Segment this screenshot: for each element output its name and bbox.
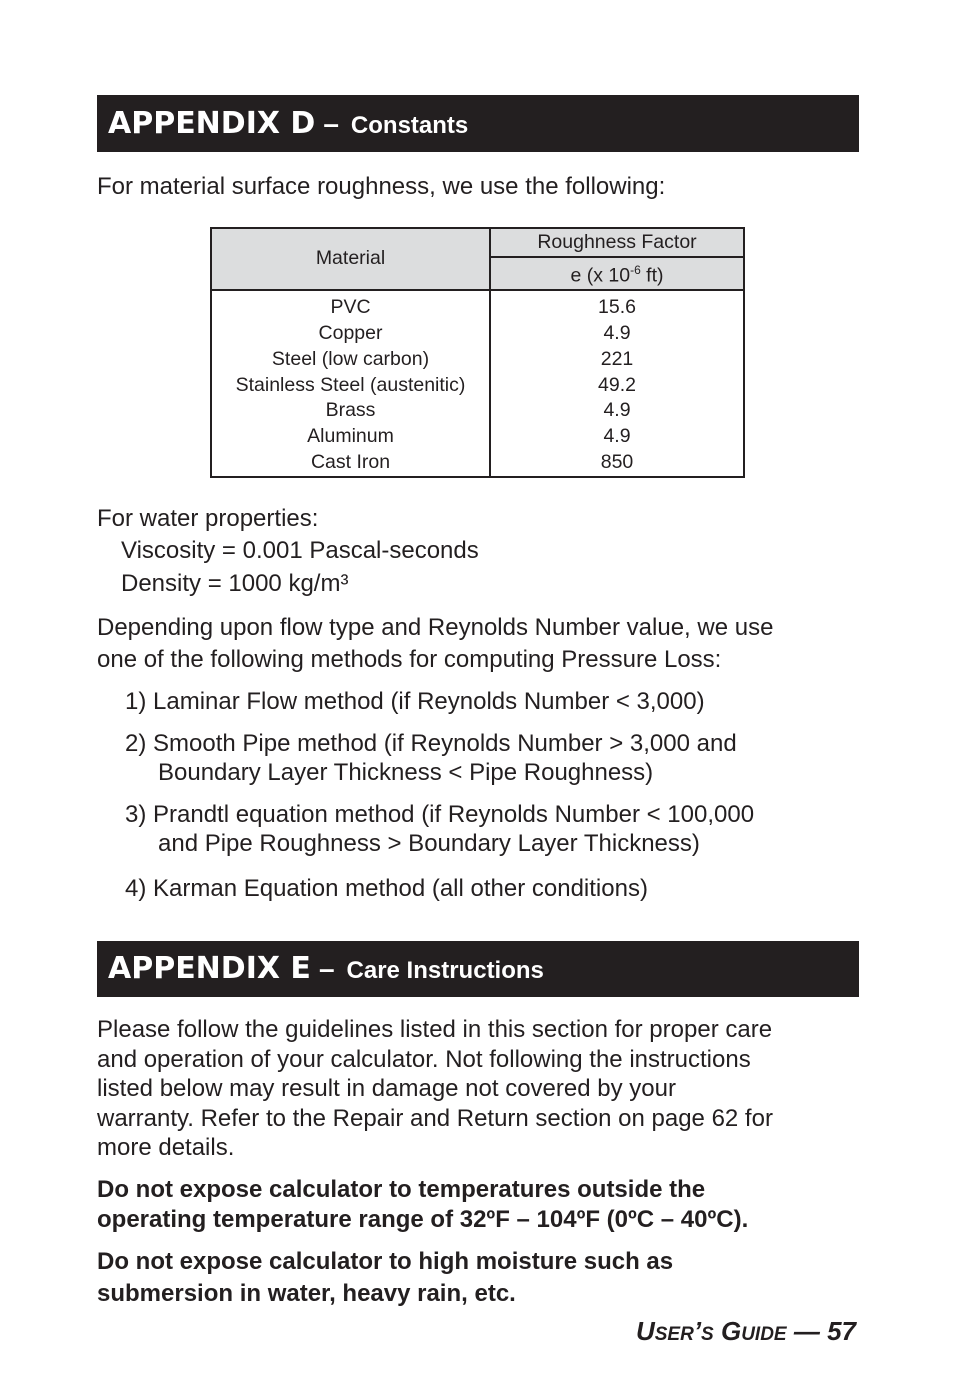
methods-intro-line1: Depending upon flow type and Reynolds Number value, we use bbox=[97, 614, 774, 641]
warning-moisture bbox=[97, 1246, 867, 1310]
method-item-2-line1: 2) Smooth Pipe method (if Reynolds Number > 3,000 and bbox=[125, 730, 737, 757]
warning-temperature bbox=[97, 1175, 867, 1234]
page-number: — 57 bbox=[793, 1316, 856, 1346]
care-line-3: listed below may result in damage not covered by your bbox=[97, 1075, 676, 1102]
material-cell: Steel (low carbon) bbox=[211, 347, 490, 373]
care-line-5: more details. bbox=[97, 1134, 235, 1161]
appendix-d-title: APPENDIX D bbox=[108, 106, 316, 141]
table-row bbox=[211, 373, 744, 399]
appendix-d-dash: – bbox=[323, 108, 339, 139]
value-cell: 49.2 bbox=[490, 373, 744, 399]
material-cell: Aluminum bbox=[211, 424, 490, 450]
warning-moisture-line2: submersion in water, heavy rain, etc. bbox=[97, 1280, 516, 1307]
water-heading: For water properties: bbox=[97, 505, 319, 532]
table-row bbox=[211, 290, 744, 321]
appendix-e-title: APPENDIX E bbox=[108, 951, 311, 986]
methods-intro-line2: one of the following methods for computing Pressure Loss: bbox=[97, 646, 722, 673]
material-cell: Stainless Steel (austenitic) bbox=[211, 373, 490, 399]
appendix-d-subtitle: Constants bbox=[350, 112, 469, 139]
value-cell: 4.9 bbox=[490, 398, 744, 424]
value-cell: 4.9 bbox=[490, 424, 744, 450]
appendix-e-dash: – bbox=[318, 953, 335, 984]
roughness-factor-header: Roughness Factor bbox=[490, 228, 744, 257]
water-density: Density = 1000 kg/m³ bbox=[121, 570, 349, 597]
method-item-2 bbox=[125, 729, 737, 787]
unit-exponent: -6 bbox=[630, 263, 641, 277]
table-row bbox=[211, 424, 744, 450]
table-row bbox=[211, 450, 744, 477]
warning-temperature-line2: operating temperature range of 32ºF – 104ºF (0ºC – 40ºC). bbox=[97, 1205, 749, 1233]
table-row bbox=[211, 398, 744, 424]
appendix-d-banner bbox=[97, 95, 859, 152]
method-item-3-line1: 3) Prandtl equation method (if Reynolds Number < 100,000 bbox=[125, 801, 755, 828]
care-line-1: Please follow the guidelines listed in this section for proper care bbox=[97, 1016, 773, 1043]
water-viscosity: Viscosity = 0.001 Pascal-seconds bbox=[121, 537, 479, 564]
method-item-3-line2: and Pipe Roughness > Boundary Layer Thickness) bbox=[158, 830, 700, 857]
material-cell: Cast Iron bbox=[211, 450, 490, 477]
value-cell: 850 bbox=[490, 450, 744, 477]
value-cell: 221 bbox=[490, 347, 744, 373]
method-item-2-line2: Boundary Layer Thickness < Pipe Roughness) bbox=[158, 759, 654, 786]
material-header: Material bbox=[211, 228, 490, 290]
roughness-table bbox=[210, 227, 745, 478]
care-line-4: warranty. Refer to the Repair and Return section on page 62 for bbox=[97, 1104, 773, 1132]
material-cell: PVC bbox=[211, 290, 490, 321]
method-item-4: 4) Karman Equation method (all other conditions) bbox=[125, 875, 648, 902]
roughness-intro: For material surface roughness, we use the following: bbox=[97, 173, 666, 200]
value-cell: 15.6 bbox=[490, 290, 744, 321]
care-line-2: and operation of your calculator. Not following the instructions bbox=[97, 1045, 751, 1073]
unit-header: e (x $10^{-6}$ ft) bbox=[490, 257, 744, 290]
page-footer: USER’S GUIDE — 57 bbox=[635, 1316, 856, 1346]
appendix-e-banner bbox=[97, 941, 859, 997]
roughness-table-body bbox=[211, 290, 744, 477]
material-cell: Copper bbox=[211, 321, 490, 347]
appendix-e-subtitle: Care Instructions bbox=[346, 957, 544, 984]
table-row bbox=[211, 347, 744, 373]
method-item-1: 1) Laminar Flow method (if Reynolds Number < 3,000) bbox=[125, 688, 705, 715]
warning-moisture-line1: Do not expose calculator to high moisture such as bbox=[97, 1248, 674, 1275]
material-cell: Brass bbox=[211, 398, 490, 424]
value-cell: 4.9 bbox=[490, 321, 744, 347]
care-paragraph bbox=[97, 1015, 867, 1163]
method-item-3 bbox=[125, 800, 754, 858]
table-row bbox=[211, 321, 744, 347]
warning-temperature-line1: Do not expose calculator to temperatures outside the bbox=[97, 1176, 706, 1203]
